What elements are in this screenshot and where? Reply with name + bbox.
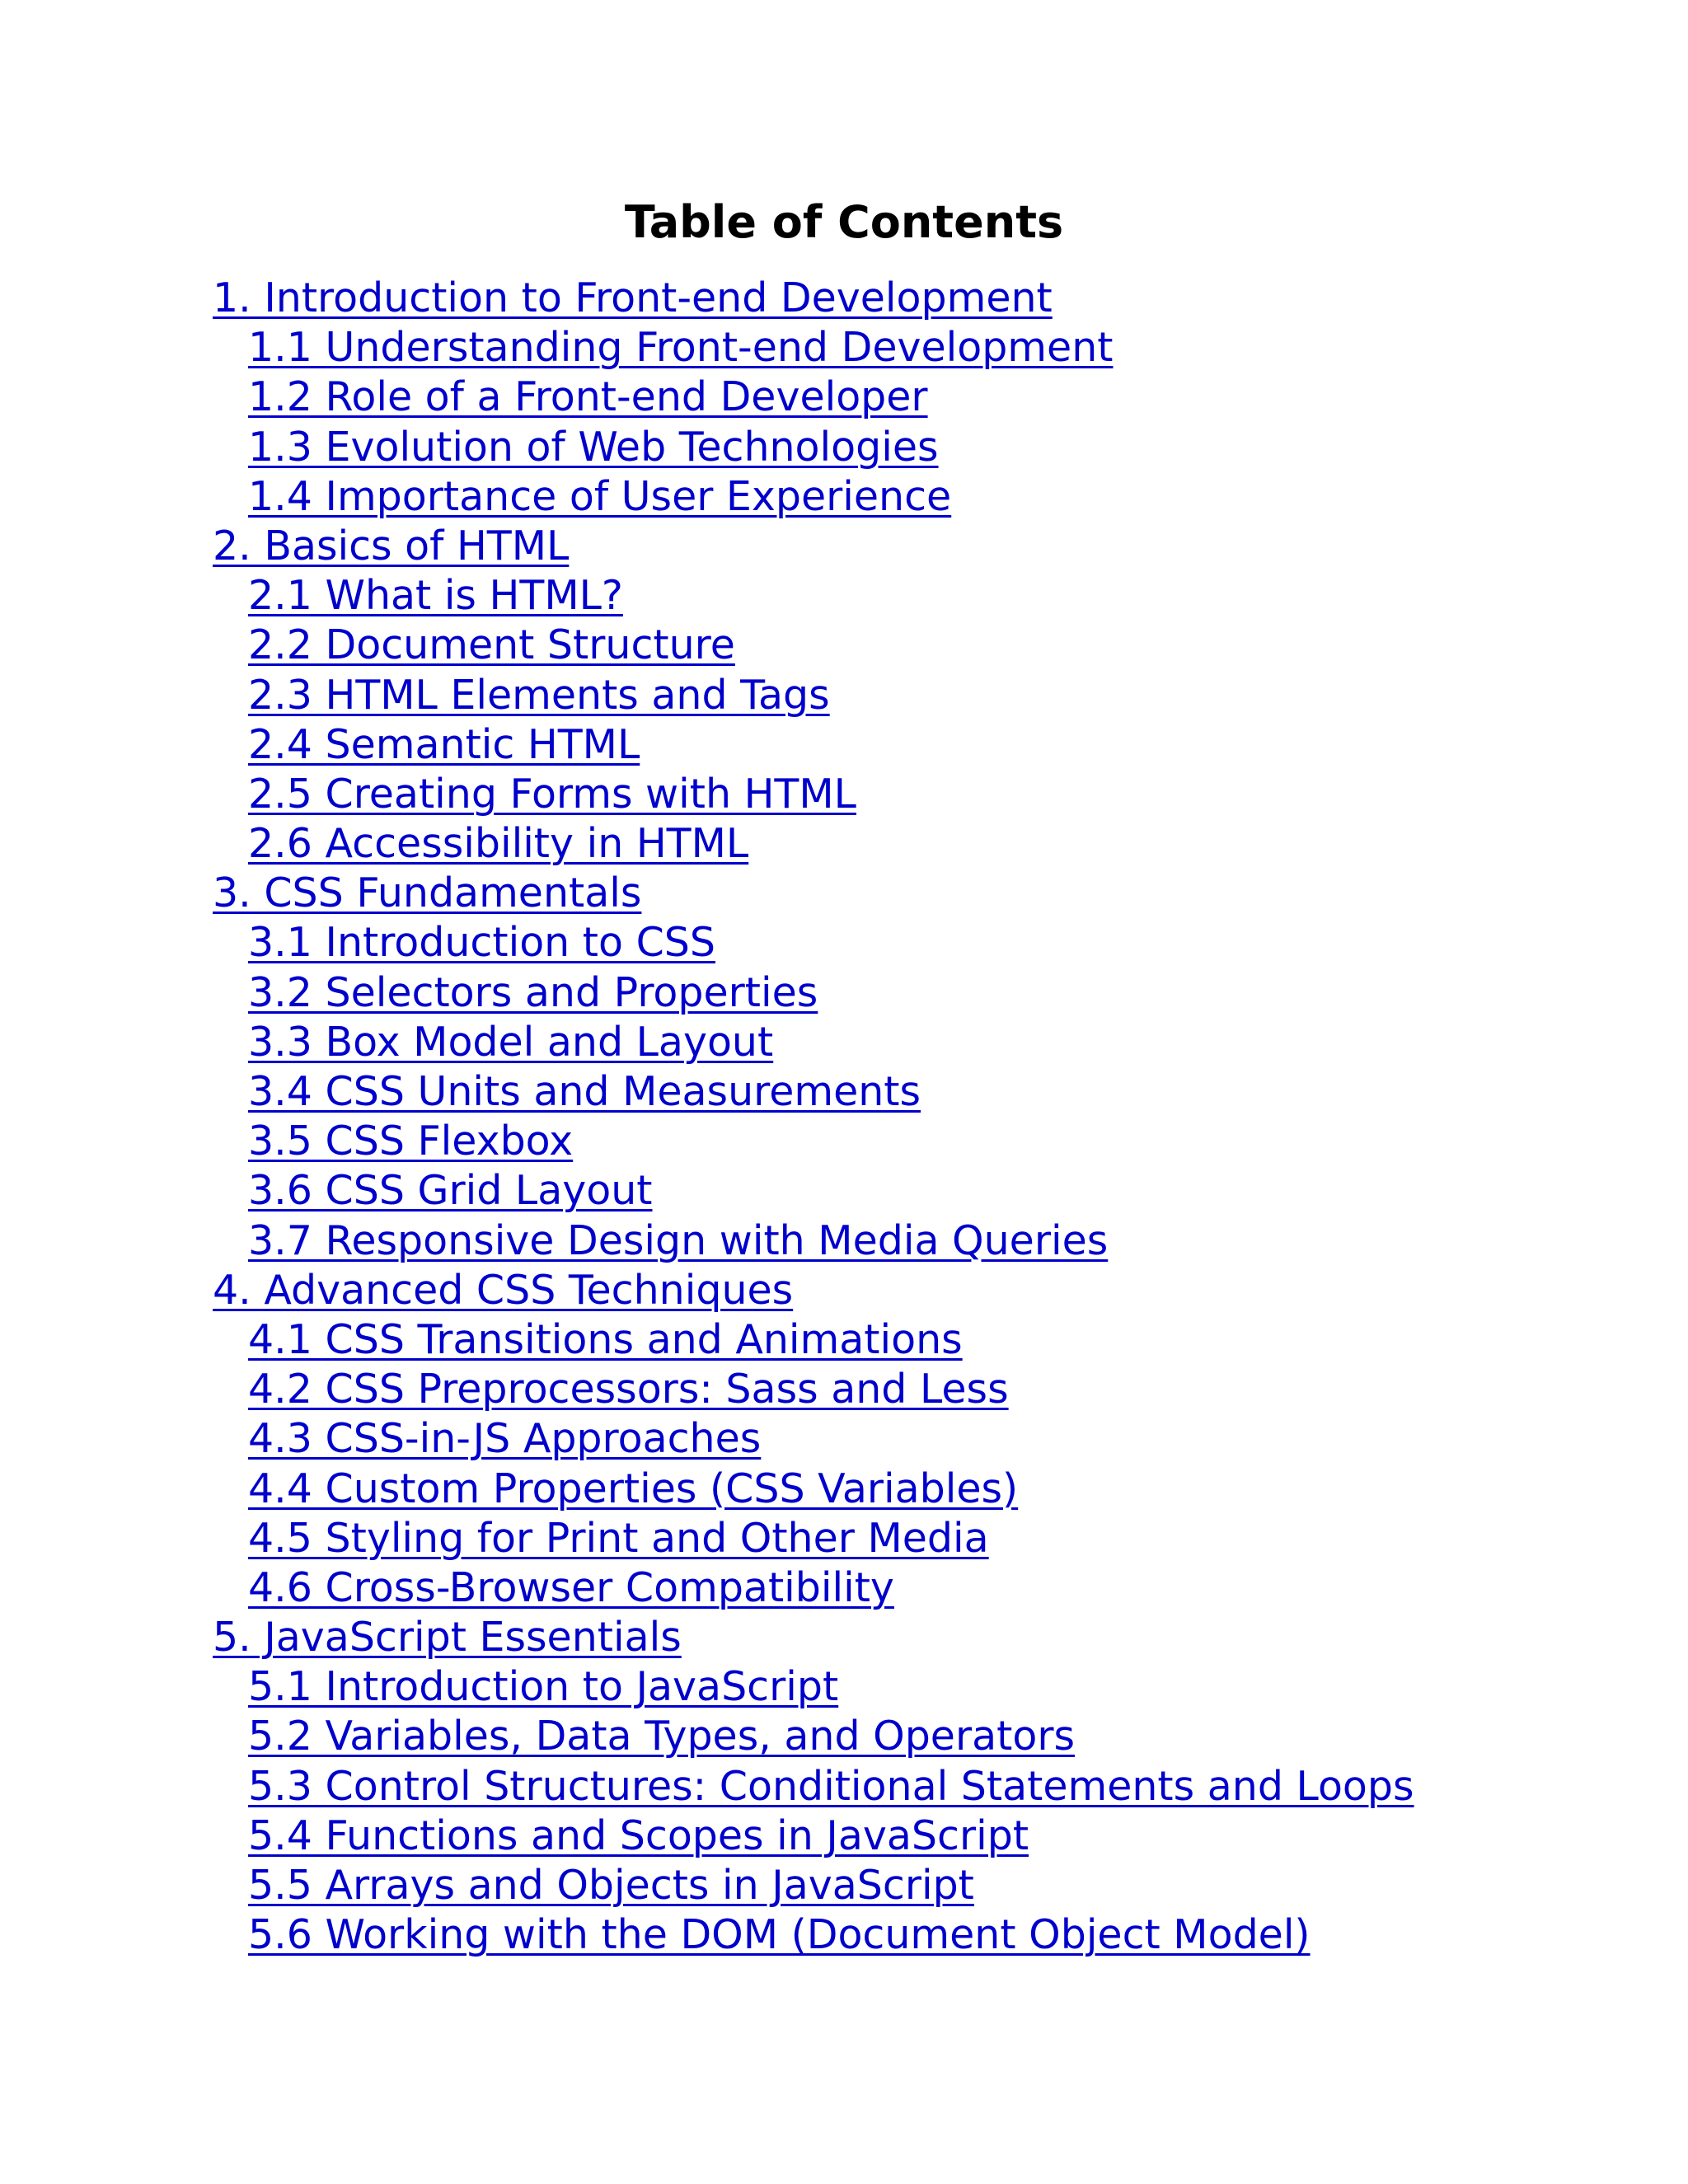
toc-section-entry (213, 1762, 1414, 1811)
toc-section-link[interactable]: 4.2 CSS Preprocessors: Sass and Less (248, 1366, 1009, 1413)
toc-section-entry (213, 1315, 1414, 1365)
toc-section-link[interactable]: 2.2 Document Structure (248, 621, 735, 669)
toc-chapter-link[interactable]: 5. JavaScript Essentials (213, 1614, 682, 1661)
toc-section-entry (213, 1563, 1414, 1613)
toc-section-entry (213, 1811, 1414, 1861)
toc-chapter-entry (213, 869, 1414, 918)
toc-section-link[interactable]: 3.6 CSS Grid Layout (248, 1167, 653, 1215)
toc-section-entry (213, 1910, 1414, 1960)
toc-section-link[interactable]: 3.2 Selectors and Properties (248, 968, 818, 1016)
toc-section-entry (213, 1414, 1414, 1464)
toc-section-entry (213, 423, 1414, 472)
toc-section-link[interactable]: 1.2 Role of a Front-end Developer (248, 373, 928, 421)
toc-section-link[interactable]: 2.1 What is HTML? (248, 572, 623, 620)
toc-chapter-link[interactable]: 2. Basics of HTML (213, 522, 570, 569)
toc-section-link[interactable]: 3.1 Introduction to CSS (248, 919, 715, 967)
toc-section-link[interactable]: 5.6 Working with the DOM (Document Object Model) (248, 1911, 1311, 1959)
toc-section-entry (213, 323, 1414, 373)
toc-section-link[interactable]: 5.3 Control Structures: Conditional Statements and Loops (248, 1762, 1414, 1810)
toc-section-entry (213, 819, 1414, 869)
toc-chapter-link[interactable]: 1. Introduction to Front-end Development (213, 274, 1053, 321)
toc-section-entry (213, 472, 1414, 522)
toc-chapter-entry (213, 1613, 1414, 1662)
toc-title: Table of Contents (624, 196, 1064, 248)
toc-section-entry (213, 918, 1414, 968)
toc-section-entry (213, 770, 1414, 819)
toc-section-entry (213, 373, 1414, 422)
toc-section-entry (213, 1067, 1414, 1117)
toc-section-entry (213, 720, 1414, 770)
toc-section-link[interactable]: 5.1 Introduction to JavaScript (248, 1663, 839, 1711)
toc-section-link[interactable]: 2.3 HTML Elements and Tags (248, 671, 830, 719)
toc-section-link[interactable]: 1.4 Importance of User Experience (248, 472, 952, 520)
toc-section-entry (213, 1018, 1414, 1067)
toc-section-link[interactable]: 4.6 Cross-Browser Compatibility (248, 1563, 894, 1611)
toc-section-link[interactable]: 4.3 CSS-in-JS Approaches (248, 1415, 762, 1463)
toc-section-entry (213, 671, 1414, 720)
toc-section-entry (213, 1465, 1414, 1514)
toc-section-entry (213, 1117, 1414, 1166)
toc-section-link[interactable]: 3.5 CSS Flexbox (248, 1118, 574, 1165)
toc-section-link[interactable]: 5.4 Functions and Scopes in JavaScript (248, 1811, 1029, 1859)
toc-section-link[interactable]: 3.7 Responsive Design with Media Queries (248, 1216, 1109, 1264)
toc-chapter-link[interactable]: 4. Advanced CSS Techniques (213, 1266, 794, 1314)
toc-section-entry (213, 1365, 1414, 1414)
toc-section-entry (213, 968, 1414, 1018)
toc-section-link[interactable]: 1.3 Evolution of Web Technologies (248, 423, 939, 471)
toc-chapter-entry (213, 274, 1414, 323)
toc-chapter-entry (213, 522, 1414, 571)
toc-section-link[interactable]: 4.1 CSS Transitions and Animations (248, 1315, 963, 1363)
toc-section-link[interactable]: 5.5 Arrays and Objects in JavaScript (248, 1862, 974, 1909)
toc-chapter-entry (213, 1266, 1414, 1315)
toc-section-link[interactable]: 4.4 Custom Properties (CSS Variables) (248, 1465, 1019, 1512)
toc-section-link[interactable]: 2.5 Creating Forms with HTML (248, 770, 856, 818)
toc-list (213, 274, 1414, 1960)
toc-section-link[interactable]: 3.4 CSS Units and Measurements (248, 1068, 921, 1115)
toc-section-entry (213, 1166, 1414, 1216)
toc-section-entry (213, 1861, 1414, 1910)
toc-section-link[interactable]: 4.5 Styling for Print and Other Media (248, 1514, 989, 1562)
toc-section-entry (213, 571, 1414, 621)
toc-section-link[interactable]: 2.6 Accessibility in HTML (248, 820, 749, 868)
toc-section-link[interactable]: 5.2 Variables, Data Types, and Operators (248, 1713, 1075, 1760)
toc-section-entry (213, 1216, 1414, 1266)
toc-section-entry (213, 1712, 1414, 1761)
toc-section-entry (213, 1662, 1414, 1712)
toc-section-entry (213, 1514, 1414, 1563)
toc-chapter-link[interactable]: 3. CSS Fundamentals (213, 869, 642, 917)
toc-section-link[interactable]: 3.3 Box Model and Layout (248, 1018, 774, 1066)
toc-section-link[interactable]: 1.1 Understanding Front-end Development (248, 324, 1114, 372)
toc-section-entry (213, 621, 1414, 670)
toc-section-link[interactable]: 2.4 Semantic HTML (248, 720, 640, 768)
